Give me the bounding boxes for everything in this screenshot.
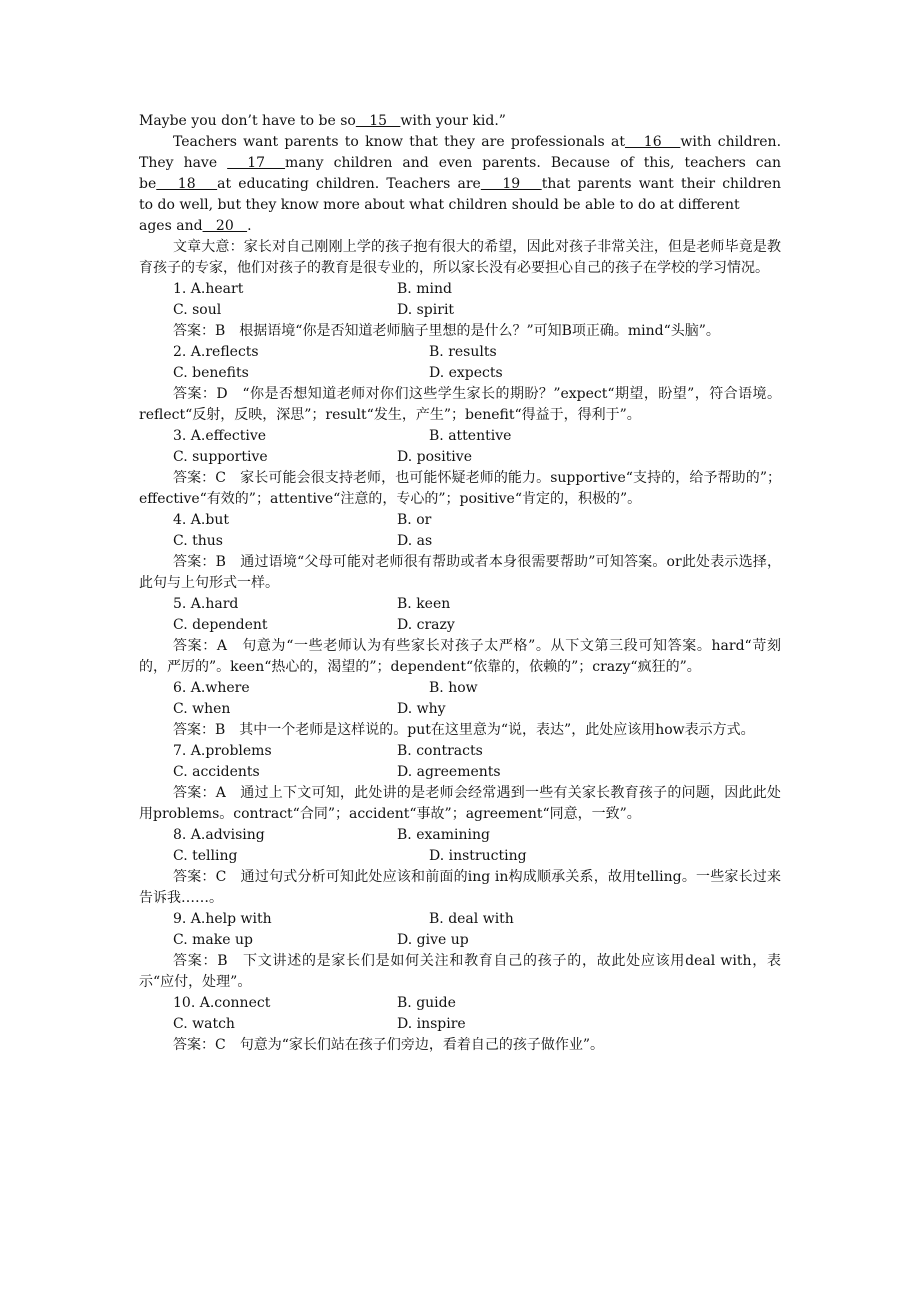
option-a: 1. A.heart <box>173 281 244 297</box>
option-c: C. soul <box>173 302 222 318</box>
answer-explanation: 答案：C 句意为“家长们站在孩子们旁边，看着自己的孩子做作业”。 <box>173 1037 605 1053</box>
passage-line-1 <box>139 111 781 132</box>
option-b: B. how <box>429 680 478 696</box>
options-row <box>139 1014 781 1035</box>
option-b: B. examining <box>397 827 490 843</box>
options-row <box>139 300 781 321</box>
option-b: B. guide <box>397 995 456 1011</box>
options-row <box>139 615 781 636</box>
answer-explanation: 答案：D “你是否想知道老师对你们这些学生家长的期盼？”expect“期望，盼望”，符合语境。reflect“反射，反映，深思”；result“发生，产生”；benefit“得益于，得利于”。 <box>139 386 781 423</box>
passage-text: with children. <box>680 134 782 150</box>
options-row <box>139 531 781 552</box>
option-c: C. benefits <box>173 365 249 381</box>
passage-text: Maybe you don’t have to be so <box>139 113 356 129</box>
option-a: 2. A.reflects <box>173 344 259 360</box>
blank-20: 20 <box>202 218 248 234</box>
option-b: B. attentive <box>429 428 512 444</box>
answer-explanation: 答案：B 其中一个老师是这样说的。put在这里意为“说，表达”，此处应该用how表示方式。 <box>173 722 755 738</box>
options-row <box>139 909 781 930</box>
options-row <box>139 447 781 468</box>
options-row <box>139 426 781 447</box>
option-c: C. telling <box>173 848 238 864</box>
passage-line-4 <box>139 174 781 195</box>
option-b: B. contracts <box>397 743 483 759</box>
option-a: 10. A.connect <box>173 995 271 1011</box>
option-d: D. crazy <box>397 617 455 633</box>
passage-text: They have <box>139 155 218 171</box>
options-row <box>139 762 781 783</box>
option-a: 3. A.effective <box>173 428 267 444</box>
option-b: B. deal with <box>429 911 514 927</box>
options-row <box>139 699 781 720</box>
options-row <box>139 678 781 699</box>
option-c: C. supportive <box>173 449 268 465</box>
option-a: 7. A.problems <box>173 743 272 759</box>
option-b: B. results <box>429 344 497 360</box>
option-a: 6. A.where <box>173 680 250 696</box>
blank-15: 15 <box>355 113 401 129</box>
answer-explanation: 答案：C 通过句式分析可知此处应该和前面的ing in构成顺承关系，故用telling。一些家长过来告诉我……。 <box>139 869 781 906</box>
option-d: D. instructing <box>429 848 527 864</box>
option-c: C. dependent <box>173 617 268 633</box>
blank-16: 16 <box>624 134 681 150</box>
answer-explanation: 答案：B 通过语境“父母可能对老师很有帮助或者本身很需要帮助”可知答案。or此处表示选择，此句与上句形式一样。 <box>139 554 781 591</box>
passage-text: . <box>247 218 252 234</box>
option-d: D. as <box>397 533 433 549</box>
option-c: C. accidents <box>173 764 260 780</box>
document-page <box>139 111 781 1056</box>
option-a: 9. A.help with <box>173 911 272 927</box>
answer-explanation: 答案：A 句意为“一些老师认为有些家长对孩子太严格”。从下文第三段可知答案。hard“苛刻的，严厉的”。keen“热心的，渴望的”；dependent“依靠的，依赖的”；crazy“疯狂的”。 <box>139 638 781 675</box>
passage-text: many children and even parents. Because of this, teachers can <box>285 155 781 171</box>
option-c: C. when <box>173 701 231 717</box>
options-row <box>139 741 781 762</box>
options-row <box>139 594 781 615</box>
passage-line-6 <box>139 216 781 237</box>
passage-text: that parents want their children <box>541 176 781 192</box>
options-row <box>139 930 781 951</box>
answer-explanation: 答案：B 下文讲述的是家长们是如何关注和教育自己的孩子的，故此处应该用deal with，表示“应付，处理”。 <box>139 953 781 990</box>
option-a: 5. A.hard <box>173 596 239 612</box>
passage-text: Teachers want parents to know that they are professionals at <box>173 134 625 150</box>
options-row <box>139 342 781 363</box>
passage-line-3 <box>139 153 781 174</box>
option-d: D. spirit <box>397 302 455 318</box>
option-d: D. inspire <box>397 1016 466 1032</box>
passage-line-2 <box>139 132 781 153</box>
option-b: B. or <box>397 512 432 528</box>
passage-text: be <box>139 176 157 192</box>
answer-explanation: 答案：A 通过上下文可知，此处讲的是老师会经常遇到一些有关家长教育孩子的问题，因此此处用problems。contract“合同”；accident“事故”；agreement“同意，一致”。 <box>139 785 781 822</box>
option-d: D. positive <box>397 449 472 465</box>
option-d: D. why <box>397 701 446 717</box>
option-d: D. agreements <box>397 764 501 780</box>
options-row <box>139 510 781 531</box>
passage-text: at educating children. Teachers are <box>217 176 481 192</box>
question-list <box>139 279 781 1056</box>
passage-text: ages and <box>139 218 203 234</box>
option-a: 4. A.but <box>173 512 229 528</box>
passage-text: with your kid.” <box>400 113 506 129</box>
option-c: C. watch <box>173 1016 235 1032</box>
option-b: B. mind <box>397 281 452 297</box>
answer-explanation: 答案：C 家长可能会很支持老师，也可能怀疑老师的能力。supportive“支持的，给予帮助的”；effective“有效的”；attentive“注意的，专心的”；positive“肯定的，积极的”。 <box>139 470 781 507</box>
blank-19: 19 <box>480 176 542 192</box>
option-c: C. make up <box>173 932 253 948</box>
option-d: D. expects <box>429 365 503 381</box>
summary-paragraph: 文章大意：家长对自己刚刚上学的孩子抱有很大的希望，因此对孩子非常关注，但是老师毕竟是教育孩子的专家，他们对孩子的教育是很专业的，所以家长没有必要担心自己的孩子在学校的学习情况。 <box>139 239 781 276</box>
option-c: C. thus <box>173 533 223 549</box>
option-b: B. keen <box>397 596 451 612</box>
options-row <box>139 825 781 846</box>
option-a: 8. A.advising <box>173 827 265 843</box>
answer-explanation: 答案：B 根据语境“你是否知道老师脑子里想的是什么？”可知B项正确。mind“头脑”。 <box>173 323 720 339</box>
blank-17: 17 <box>227 155 286 171</box>
passage-line-5: to do well, but they know more about what children should be able to do at different <box>139 197 740 213</box>
option-d: D. give up <box>397 932 469 948</box>
options-row <box>139 279 781 300</box>
blank-18: 18 <box>156 176 218 192</box>
options-row <box>139 846 781 867</box>
options-row <box>139 993 781 1014</box>
options-row <box>139 363 781 384</box>
